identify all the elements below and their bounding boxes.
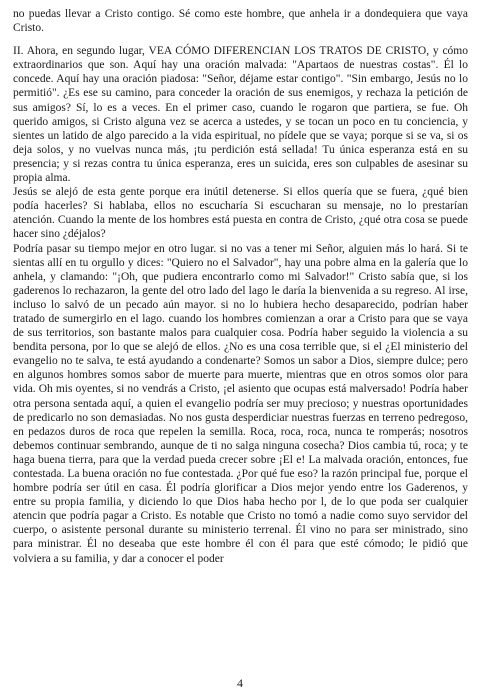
page-number: 4 — [237, 676, 243, 690]
paragraph-jesus-departed: Jesús se alejó de esta gente porque era inútil detenerse. Si ellos quería que se fuera, ¿qué bien podía hacerles? Si hablaba, ellos no escucharía Si escucharan su mensaje, no lo prestarían atención. Cuando la mente de los hombres está puesta en contra de Cristo, ¿qué otra cosa se puede hacer sino ¿déjalos? — [13, 186, 468, 241]
paragraph-continuation: no puedas llevar a Cristo contigo. Sé como este hombre, que anhela ir a dondequiera que vaya Cristo. — [13, 8, 468, 35]
paragraph-gap — [13, 35, 468, 44]
paragraph-section-two: II. Ahora, en segundo lugar, VEA CÓMO DIFERENCIAN LOS TRATOS DE CRISTO, y cómo extraordinarios que son. Aquí hay una oración malvada: "Apartaos de nuestras costas". Él lo concede. Aquí hay una oración piadosa: "Señor, déjame estar contigo". "Sin embargo, Jesús no lo permitió". ¿Es ese su camino, para conceder la oración de sus enemigos, y rechaza la petición de sus amigos? Sí, lo es a veces. En el primer caso, cuando le rogaron que partiera, se fue. Oh querido amigos, si Cristo alguna vez se acerca a ustedes, y se tocan un poco en tu conciencia, y sientes un latido de algo parecido a la vida espiritual, no pídele que se vaya; porque si se va, si os deja solos, y no vuelvas nunca más, ¡tu perdición está sellada! Tu única esperanza está en su presencia; y si rezas contra tu única esperanza, eres un suicida, eres son culpables de asesinar su propia alma. — [13, 45, 468, 185]
paragraph-better-elsewhere: Podría pasar su tiempo mejor en otro lugar. si no vas a tener mi Señor, alguien más lo hará. Si te sientas allí en tu orgullo y dices: "Quiero no el Salvador", hay una pobre alma en la galería que lo anhela, y clamando: "¡Oh, que pudiera encontrarlo como mi Salvador!" Cristo sabía que, si los gaderenos lo rechazaron, la gente del otro lado del lago le daría la bienvenida a su regreso. Al irse, incluso lo salvó de un pecado aún mayor. si no lo hubiera hecho desaparecido, podrían haber tratado de sumergirlo en el lago. cuando los hombres comienzan a orar a Cristo para que se vaya de sus territorios, son bastante malos para cualquier cosa. Podría haber seguido la violencia a su bendita persona, por lo que se alejó de ellos. ¿No es una cosa terrible que, si el ¿El ministerio del evangelio no te salva, te está ayudando a condenarte? Somos un sabor a Dios, siempre dulce; pero en algunos hombres somos sabor de muerte para muerte, mientras que en otros somos olor para vida. Oh mis oyentes, si no vendrás a Cristo, ¡el asiento que ocupas está malversado! Podría haber otra persona sentada aquí, a quien el evangelio podría ser muy precioso; y nuestras oportunidades de predicarlo no son demasiadas. No nos gusta desperdiciar nuestras fuerzas en terreno pedregoso, en pedazos duros de roca que repelen la semilla. Roca, roca, roca, nunca te romperás; nosotros debemos continuar sembrando, aunque de ti no salga ninguna cosecha? Dios cambia tú, roca; y te haga buena tierra, para que la verdad pueda crecer sobre ¡El e! La malvada oración, entonces, fue contestada. La buena oración no fue contestada. ¿Por qué fue eso? la razón principal fue, porque el hombre podría ser útil en casa. Él podría glorificar a Dios mejor yendo entre los Gaderenos, y entre su propia familia, y diciendo lo que Dios haba hecho por l, de lo que poda ser cualquier atencin que podría pagar a Cristo. Es notable que Cristo no tomó a nadie como suyo servidor del cuerpo, o asistente personal durante su ministerio terrenal. Él vino no para ser ministrado, sino para ministrar. Él no deseaba que este hombre él con él para que esté cómodo; le pidió que volviera a su familia, y dar a conocer el poder — [13, 242, 468, 565]
